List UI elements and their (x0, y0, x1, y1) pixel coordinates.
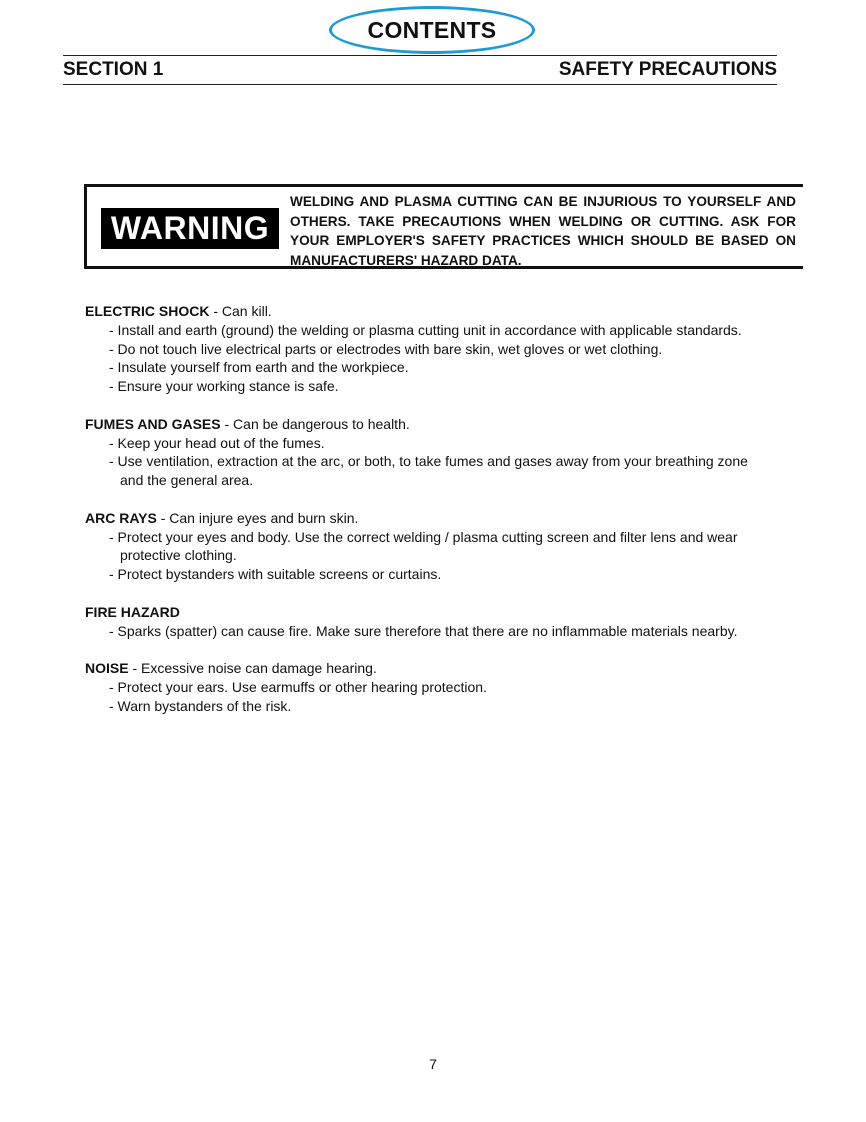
hazard-item: - Keep your head out of the fumes. (109, 434, 325, 451)
hazard-title: ARC RAYS (85, 509, 157, 526)
section-title: SAFETY PRECAUTIONS (558, 59, 777, 80)
warning-line: MANUFACTURERS' HAZARD DATA. (290, 252, 522, 268)
warning-text (290, 192, 796, 270)
hazard-section (85, 302, 805, 396)
hazard-item: - Sparks (spatter) can cause fire. Make sure therefore that there are no inflammable materials nearby. (109, 622, 738, 639)
contents-button[interactable]: CONTENTS (329, 6, 535, 54)
warning-line: OTHERS. TAKE PRECAUTIONS WHEN WELDING OR CUTTING. ASK FOR (290, 213, 796, 229)
hazard-item: - Ensure your working stance is safe. (109, 378, 339, 395)
warning-line: WELDING AND PLASMA CUTTING CAN BE INJURIOUS TO YOURSELF AND (290, 194, 796, 209)
hazard-list (85, 302, 805, 734)
warning-label: WARNING (101, 208, 279, 249)
page-number: 7 (429, 1056, 437, 1072)
hazard-heading (85, 415, 805, 434)
hazard-subtitle: - Can injure eyes and burn skin. (156, 509, 359, 526)
hazard-subtitle: - Can kill. (209, 303, 272, 319)
hazard-heading (85, 659, 805, 678)
header-rule-top (63, 55, 777, 56)
warning-line: YOUR EMPLOYER'S SAFETY PRACTICES WHICH SHOULD BE BASED ON (290, 233, 796, 248)
hazard-section (85, 415, 805, 490)
hazard-title: FUMES AND GASES (85, 415, 221, 432)
hazard-heading (85, 509, 805, 528)
hazard-heading (85, 302, 805, 321)
hazard-title: FIRE HAZARD (85, 603, 180, 620)
hazard-item: - Use ventilation, extraction at the arc, or both, to take fumes and gases away from your breathing zone (109, 453, 748, 470)
hazard-section (85, 509, 805, 584)
hazard-item: - Do not touch live electrical parts or electrodes with bare skin, wet gloves or wet clothing. (109, 340, 663, 357)
hazard-title: ELECTRIC SHOCK (85, 303, 210, 319)
hazard-item: - Insulate yourself from earth and the workpiece. (109, 359, 409, 376)
header-rule-bottom (63, 84, 777, 85)
section-number: SECTION 1 (63, 59, 164, 80)
hazard-item: - Protect your ears. Use earmuffs or other hearing protection. (109, 678, 487, 695)
hazard-subtitle: - Can be dangerous to health. (220, 415, 410, 432)
hazard-item-continuation: protective clothing. (120, 547, 237, 564)
hazard-item: - Protect bystanders with suitable screens or curtains. (109, 566, 442, 583)
hazard-heading (85, 603, 805, 622)
hazard-item-continuation: and the general area. (120, 472, 254, 489)
hazard-item: - Install and earth (ground) the welding or plasma cutting unit in accordance with applicable standards. (109, 321, 742, 338)
hazard-section (85, 659, 805, 715)
warning-box (84, 184, 803, 269)
hazard-subtitle: - Excessive noise can damage hearing. (128, 660, 377, 677)
hazard-section (85, 603, 805, 641)
hazard-item: - Protect your eyes and body. Use the correct welding / plasma cutting screen and filter lens and wear (109, 528, 738, 545)
hazard-item: - Warn bystanders of the risk. (109, 697, 292, 714)
hazard-title: NOISE (85, 660, 129, 677)
